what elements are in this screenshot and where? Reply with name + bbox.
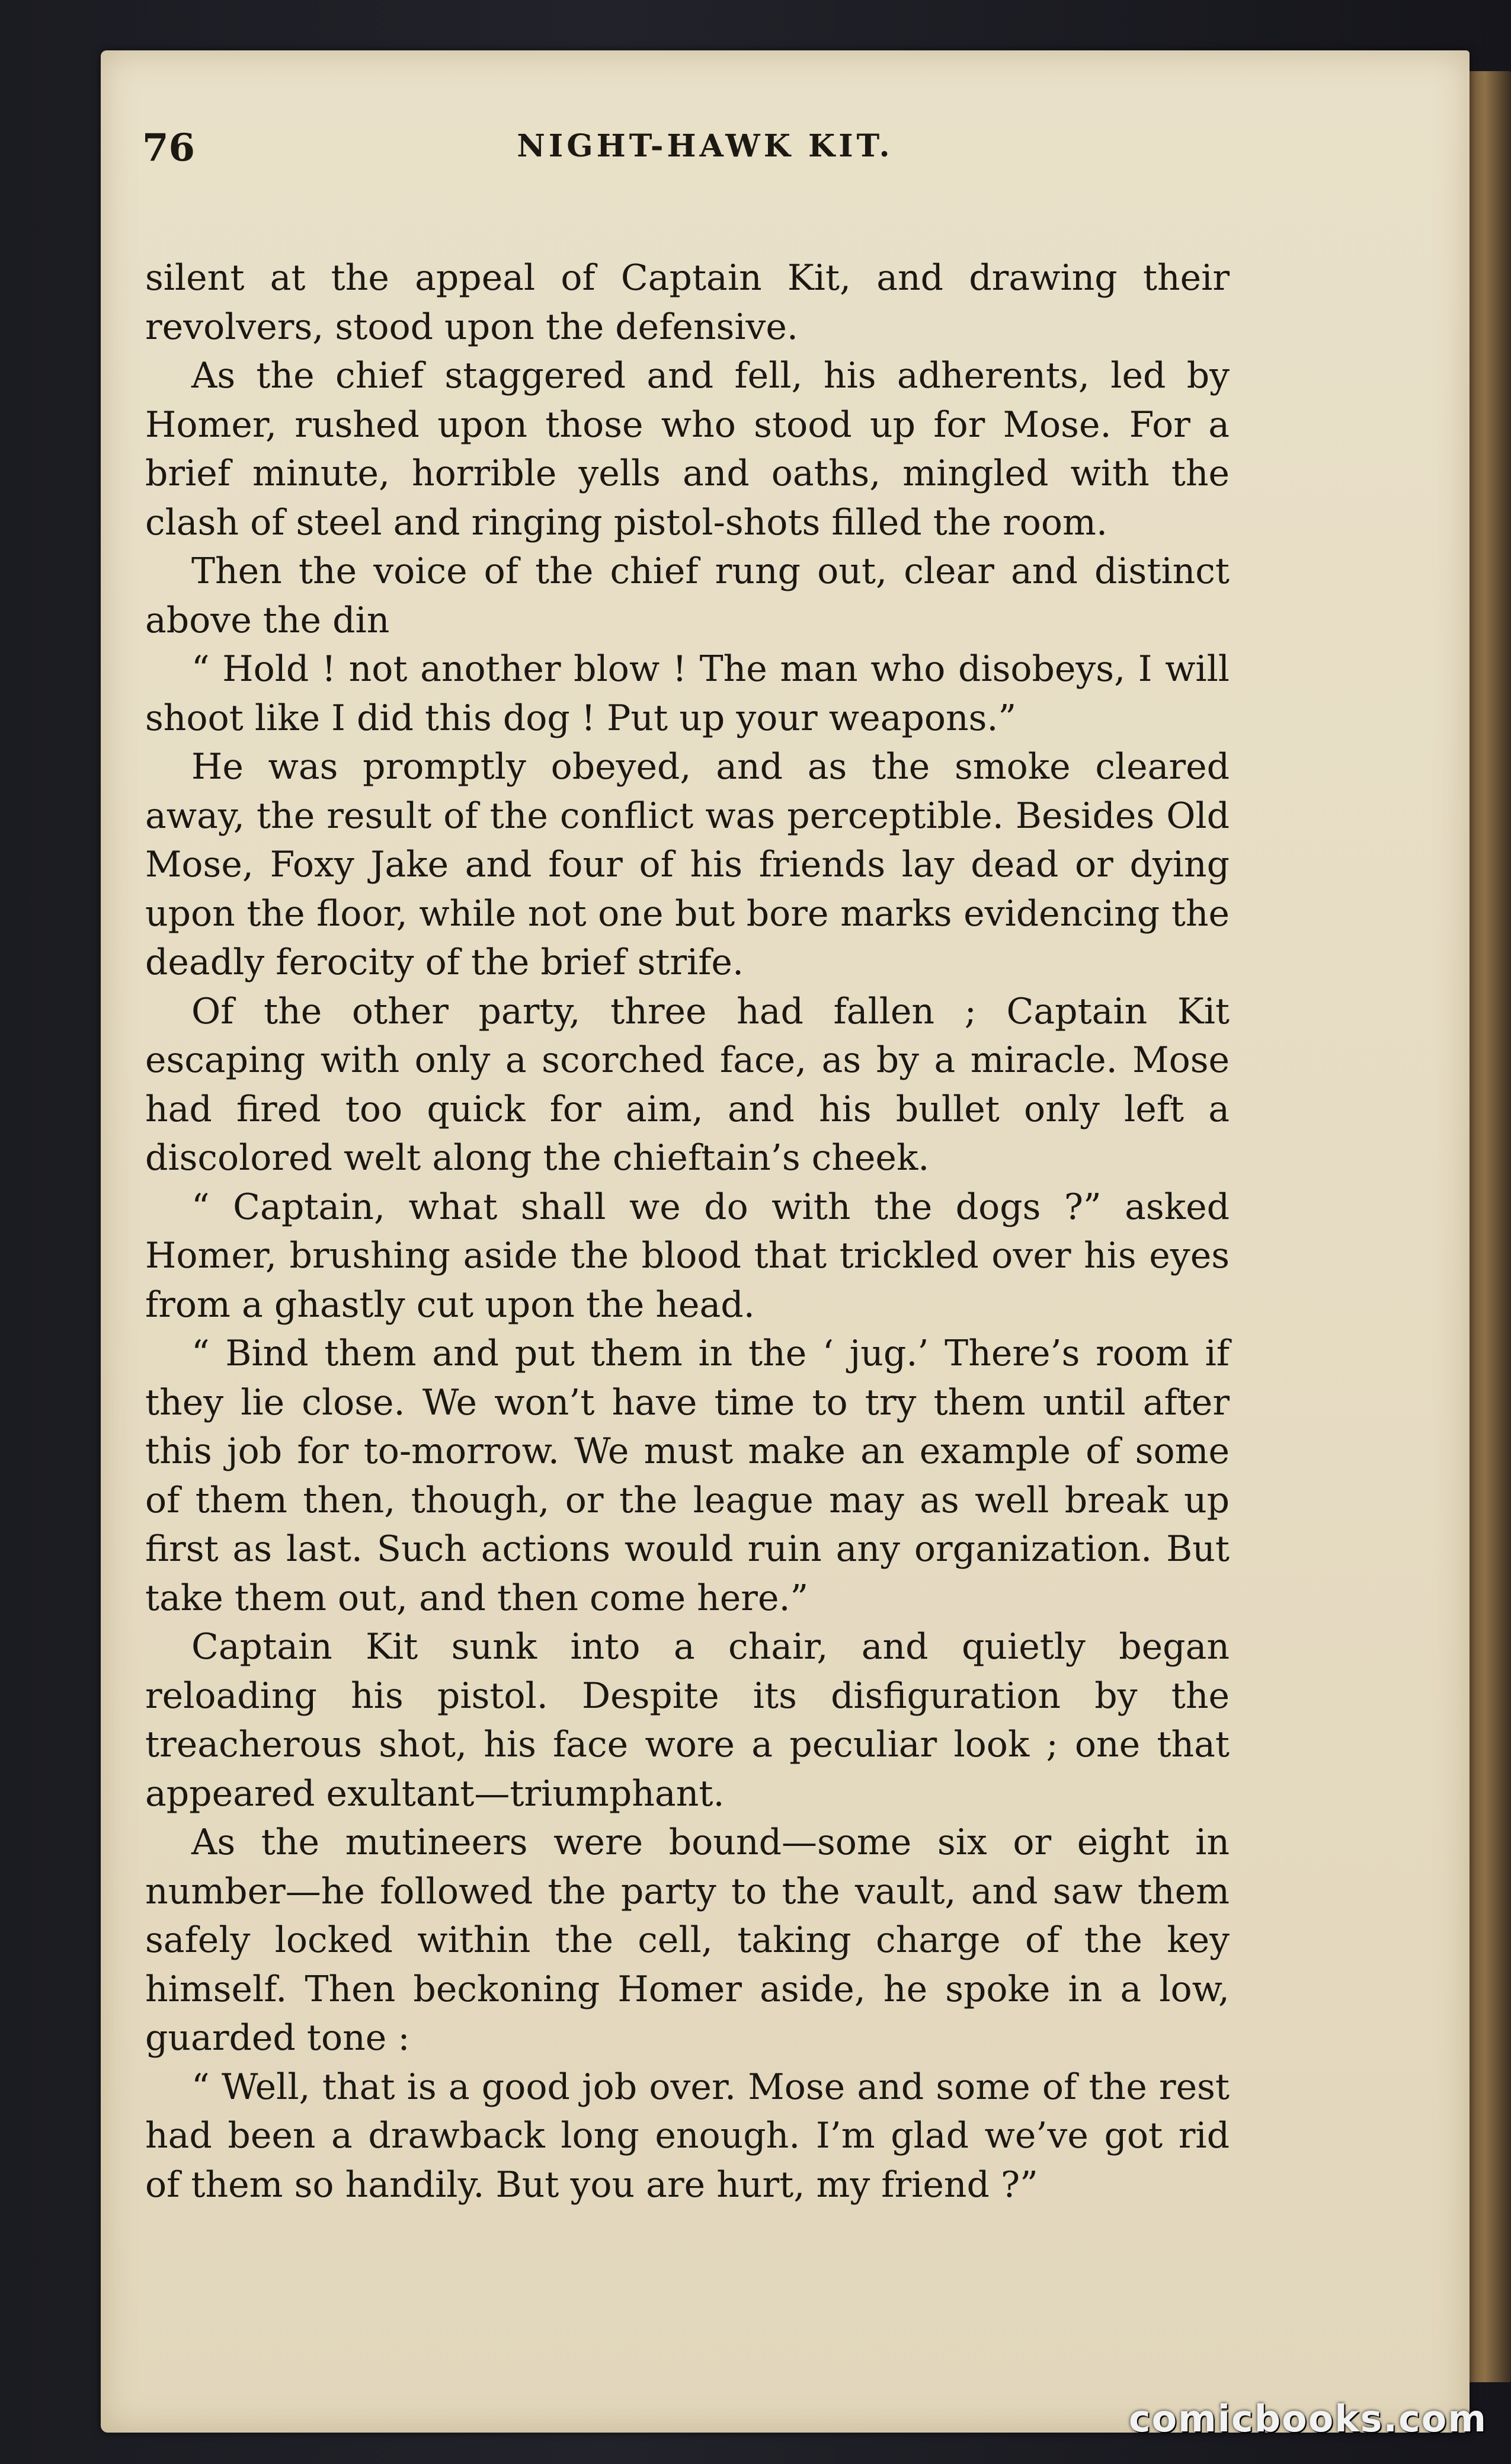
watermark: comicbooks.com: [1128, 2397, 1487, 2440]
paragraph: “ Hold ! not another blow ! The man who disobeys, I will shoot like I did this dog ! Put up your weapons.”: [145, 648, 1230, 739]
paragraph: silent at the appeal of Captain Kit, and drawing their revolvers, stood upon the defensive.: [145, 257, 1230, 348]
page-number: 76: [142, 126, 196, 170]
paragraph: Captain Kit sunk into a chair, and quietly began reloading his pistol. Despite its disfiguration by the treacherous shot, his face wore a peculiar look ; one that appeared exultant—triumphant.: [145, 1626, 1230, 1815]
paragraph: As the chief staggered and fell, his adherents, led by Homer, rushed upon those who stood up for Mose. For a brief minute, horrible yells and oaths, mingled with the clash of steel and ringing pistol-shots filled the room.: [145, 355, 1230, 543]
body-text: [145, 254, 1230, 2209]
paragraph: “ Bind them and put them in the ‘ jug.’ There’s room if they lie close. We won’t have time to try them until after this job for to-morrow. We must make an example of some of them then, though, or the league may as well break up first as last. Such actions would ruin any organization. But take them out, and then come here.”: [145, 1333, 1230, 1619]
paragraph: He was promptly obeyed, and as the smoke cleared away, the result of the conflict was perceptible. Besides Old Mose, Foxy Jake and four of his friends lay dead or dying upon the floor, while not one but bore marks evidencing the deadly ferocity of the brief strife.: [145, 746, 1230, 983]
paragraph: As the mutineers were bound—some six or eight in number—he followed the party to the vault, and saw them safely locked within the cell, taking charge of the key himself. Then beckoning Homer aside, he spoke in a low, guarded tone :: [145, 1822, 1230, 2059]
paragraph: Then the voice of the chief rung out, clear and distinct above the din: [145, 551, 1230, 641]
paragraph: “ Well, that is a good job over. Mose and some of the rest had been a drawback long enough. I’m glad we’ve got rid of them so handily. But you are hurt, my friend ?”: [145, 2066, 1230, 2206]
page-header: [142, 113, 1268, 178]
running-head: NIGHT-HAWK KIT.: [517, 128, 894, 164]
paragraph: “ Captain, what shall we do with the dogs ?” asked Homer, brushing aside the blood that trickled over his eyes from a ghastly cut upon the head.: [145, 1186, 1230, 1326]
paragraph: Of the other party, three had fallen ; Captain Kit escaping with only a scorched face, as by a miracle. Mose had fired too quick for aim, and his bullet only left a discolored welt along the chieftain’s cheek.: [145, 990, 1230, 1179]
